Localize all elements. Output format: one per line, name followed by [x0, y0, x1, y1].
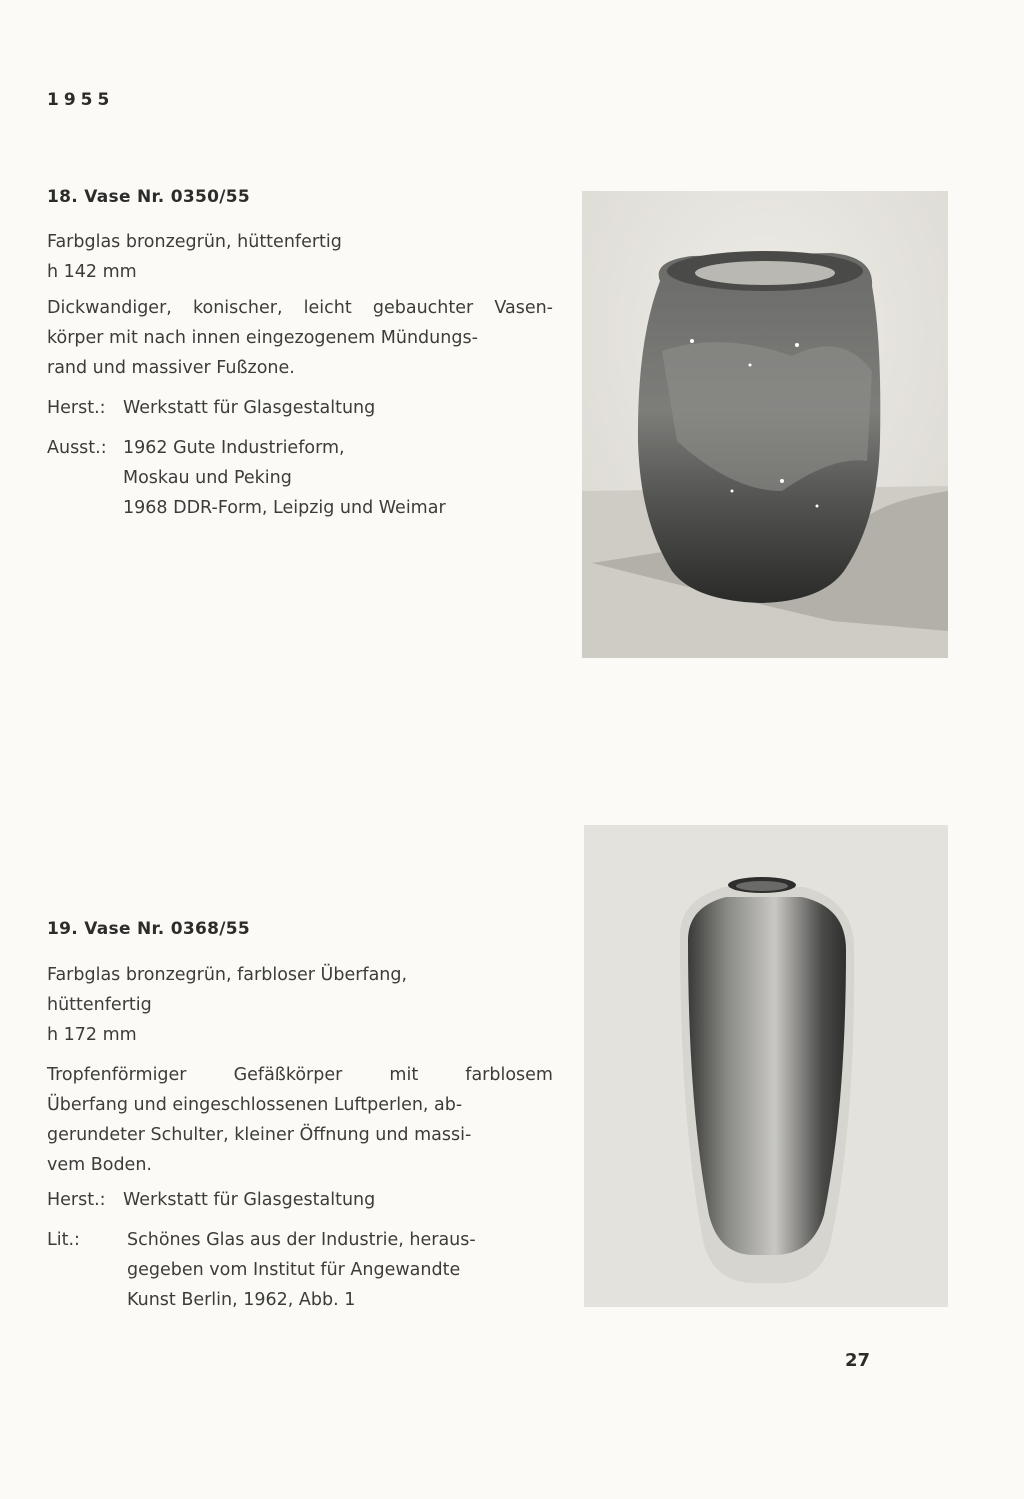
- manufacturer-value: Werkstatt für Glasgestaltung: [123, 398, 376, 418]
- vase-18-illustration: [582, 191, 948, 658]
- description-line: [47, 1060, 553, 1090]
- description-line: vem Boden.: [47, 1155, 152, 1175]
- entry-19-manufacturer: [47, 1185, 375, 1215]
- entry-18-title: 18. Vase Nr. 0350/55: [47, 187, 251, 207]
- literature-label: Lit.:: [47, 1230, 80, 1250]
- entry-18-exhibitions: [47, 433, 446, 523]
- description-line: Dickwandiger, konischer, leicht gebauchter Vasen-: [47, 298, 553, 318]
- word: Tropfenförmiger: [47, 1065, 187, 1085]
- vase-18-photo: [582, 191, 948, 658]
- manufacturer-label: Herst.:: [47, 398, 106, 418]
- entry-19-literature: [47, 1225, 476, 1315]
- entry-18-manufacturer: [47, 393, 375, 423]
- description-line: Überfang und eingeschlossenen Luftperlen, ab-: [47, 1095, 463, 1115]
- description-line: körper mit nach innen eingezogenem Mündungs-: [47, 328, 478, 348]
- entry-19-material-line-1: Farbglas bronzegrün, farbloser Überfang,: [47, 965, 408, 985]
- manufacturer-value: Werkstatt für Glasgestaltung: [123, 1190, 376, 1210]
- literature-line: gegeben vom Institut für Angewandte: [127, 1260, 461, 1280]
- vase-19-illustration: [584, 825, 948, 1307]
- literature-line: Schönes Glas aus der Industrie, heraus-: [127, 1230, 476, 1250]
- manufacturer-label: Herst.:: [47, 1190, 106, 1210]
- exhibition-line: 1968 DDR-Form, Leipzig und Weimar: [123, 498, 446, 518]
- word: farblosem: [465, 1065, 553, 1085]
- page-number: 27: [845, 1350, 871, 1371]
- word: Gefäßkörper: [233, 1065, 343, 1085]
- entry-19-material-line-2: hüttenfertig: [47, 995, 152, 1015]
- entry-19-title: 19. Vase Nr. 0368/55: [47, 919, 251, 939]
- entry-19-description: [47, 1060, 553, 1180]
- literature-line: Kunst Berlin, 1962, Abb. 1: [127, 1290, 356, 1310]
- page-year-heading: 1955: [47, 90, 115, 110]
- exhibition-line: Moskau und Peking: [123, 468, 292, 488]
- entry-18-height: h 142 mm: [47, 262, 137, 282]
- description-line: rand und massiver Fußzone.: [47, 358, 295, 378]
- word: mit: [389, 1065, 419, 1085]
- entry-18-material: Farbglas bronzegrün, hüttenfertig: [47, 232, 342, 252]
- description-line: gerundeter Schulter, kleiner Öffnung und massi-: [47, 1125, 472, 1145]
- exhibitions-label: Ausst.:: [47, 438, 107, 458]
- entry-18-description: [47, 293, 553, 383]
- entry-19-height: h 172 mm: [47, 1025, 137, 1045]
- exhibition-line: 1962 Gute Industrieform,: [123, 438, 345, 458]
- vase-19-photo: [584, 825, 948, 1307]
